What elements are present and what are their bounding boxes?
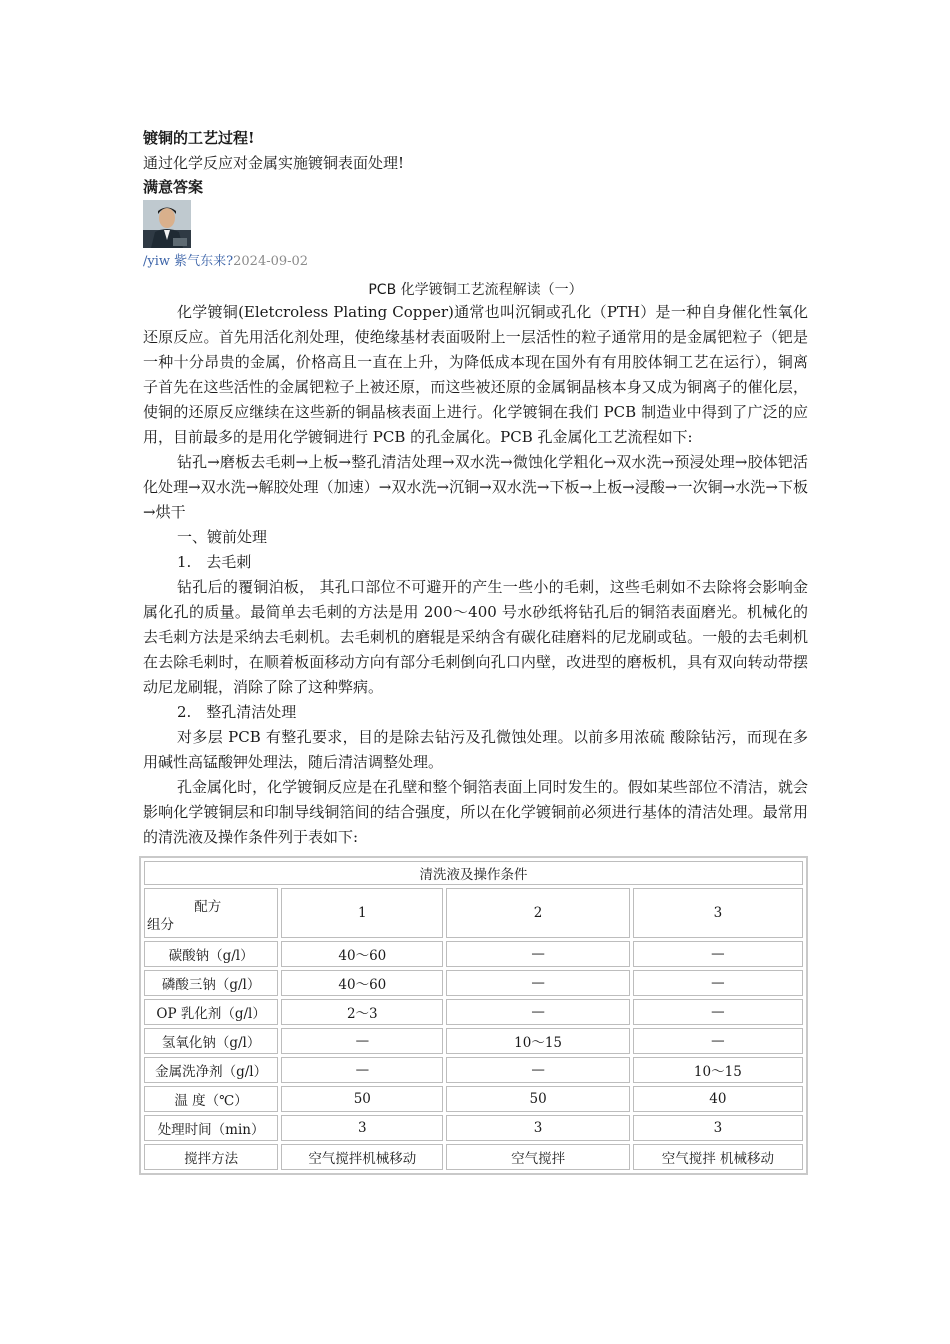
- table-row: [144, 1144, 803, 1170]
- cleaning-conditions-table: [139, 856, 808, 1175]
- answer-meta: [143, 252, 808, 272]
- article-paragraph: 钻孔后的覆铜泊板， 其孔口部位不可避开的产生一些小的毛刺，这些毛刺如不去除将会影响金属化孔的质量。最简单去毛刺的方法是用 200～400 号水砂纸将钻孔后的铜箔表面磨光。机械化的去毛刺方法是采纳去毛刺机。去毛刺机的磨辊是采纳含有碳化硅磨料的尼龙刷或毡。一般的去毛刺机在去除毛刺时，在顺着板面移动方向有部分毛刺倒向孔口内壁，改进型的磨板机，具有双向转动带摆动尼龙刷辊，消除了除了这种弊病。: [143, 578, 808, 696]
- corner-top-label: 配方: [194, 899, 222, 915]
- table-row: [144, 1115, 803, 1141]
- table-cell: —: [633, 941, 803, 967]
- answer-date: 2024-09-02: [233, 254, 309, 269]
- table-row: [144, 1057, 803, 1083]
- table-cell: 10～15: [446, 1028, 629, 1054]
- table-cell: —: [633, 970, 803, 996]
- table-row: [144, 941, 803, 967]
- subsection-heading: 2. 整孔清洁处理: [177, 703, 297, 721]
- table-row: [144, 999, 803, 1025]
- section-heading: 一、镀前处理: [177, 528, 268, 546]
- table-cell: 空气搅拌 机械移动: [633, 1144, 803, 1170]
- table-cell: —: [446, 1057, 629, 1083]
- table-cell: 50: [281, 1086, 443, 1112]
- user-avatar-icon: [143, 200, 191, 248]
- answer-label: 满意答案: [143, 178, 204, 196]
- answer-username[interactable]: /yiw 紫气东来?: [143, 254, 234, 269]
- article-title: PCB 化学镀铜工艺流程解读（一）: [368, 282, 583, 298]
- table-cell: 空气搅拌机械移动: [281, 1144, 443, 1170]
- table-cell: —: [281, 1057, 443, 1083]
- table-cell: —: [281, 1028, 443, 1054]
- avatar[interactable]: [143, 200, 191, 248]
- table-cell: —: [446, 941, 629, 967]
- table-cell: 3: [633, 1115, 803, 1141]
- row-label: 碳酸钠（g/l）: [144, 941, 278, 967]
- document-page: [143, 126, 808, 1175]
- column-header: 2: [446, 888, 629, 938]
- table-cell: 空气搅拌: [446, 1144, 629, 1170]
- table-cell: —: [446, 999, 629, 1025]
- row-label: OP 乳化剂（g/l）: [144, 999, 278, 1025]
- table-corner-cell: [144, 888, 278, 938]
- row-label: 温 度（℃）: [144, 1086, 278, 1112]
- table-cell: 2～3: [281, 999, 443, 1025]
- table-cell: 40: [633, 1086, 803, 1112]
- table-cell: —: [446, 970, 629, 996]
- column-header: 1: [281, 888, 443, 938]
- table-row: [144, 1086, 803, 1112]
- article-paragraph: 化学镀铜(Eletcroless Plating Copper)通常也叫沉铜或孔化（PTH）是一种自身催化性氧化还原反应。首先用活化剂处理，使绝缘基材表面吸附上一层活性的粒子通常用的是金属钯粒子（钯是一种十分昂贵的金属，价格高且一直在上升，为降低成本现在国外有有用胶体铜工艺在运行），铜离子首先在这些活性的金属钯粒子上被还原，而这些被还原的金属铜晶核本身又成为铜离子的催化层，使铜的还原反应继续在这些新的铜晶核表面上进行。化学镀铜在我们 PCB 制造业中得到了广泛的应用，目前最多的是用化学镀铜进行 PCB 的孔金属化。PCB 孔金属化工艺流程如下:: [143, 303, 808, 446]
- table-cell: —: [633, 999, 803, 1025]
- row-label: 金属洗净剂（g/l）: [144, 1057, 278, 1083]
- row-label: 氢氧化钠（g/l）: [144, 1028, 278, 1054]
- subsection-heading: 1. 去毛刺: [177, 553, 252, 571]
- row-label: 搅拌方法: [144, 1144, 278, 1170]
- table-cell: 40～60: [281, 970, 443, 996]
- row-label: 处理时间（min）: [144, 1115, 278, 1141]
- table-cell: 10～15: [633, 1057, 803, 1083]
- table-cell: 3: [281, 1115, 443, 1141]
- table-cell: 40～60: [281, 941, 443, 967]
- question-title: 镀铜的工艺过程!: [143, 129, 255, 147]
- process-flow: 钻孔→磨板去毛刺→上板→整孔清洁处理→双水洗→微蚀化学粗化→双水洗→预浸处理→胶体钯活化处理→双水洗→解胶处理（加速）→双水洗→沉铜→双水洗→下板→上板→浸酸→一次铜→水洗→下板→烘干: [143, 453, 808, 521]
- question-body: 通过化学反应对金属实施镀铜表面处理!: [143, 154, 405, 172]
- article-paragraph: 对多层 PCB 有整孔要求，目的是除去钻污及孔微蚀处理。以前多用浓硫 酸除钻污，而现在多用碱性高锰酸钾处理法，随后清洁调整处理。: [143, 728, 808, 771]
- corner-bottom-label: 组分: [147, 917, 174, 933]
- table-row: [144, 970, 803, 996]
- column-header: 3: [633, 888, 803, 938]
- table-cell: 50: [446, 1086, 629, 1112]
- table-row: [144, 1028, 803, 1054]
- table-cell: —: [633, 1028, 803, 1054]
- table-cell: 3: [446, 1115, 629, 1141]
- row-label: 磷酸三钠（g/l）: [144, 970, 278, 996]
- article-paragraph: 孔金属化时，化学镀铜反应是在孔壁和整个铜箔表面上同时发生的。假如某些部位不清洁，就会影响化学镀铜层和印制导线铜箔间的结合强度，所以在化学镀铜前必须进行基体的清洁处理。最常用的清洗液及操作条件列于表如下:: [143, 778, 808, 846]
- table-caption: 清洗液及操作条件: [144, 861, 803, 885]
